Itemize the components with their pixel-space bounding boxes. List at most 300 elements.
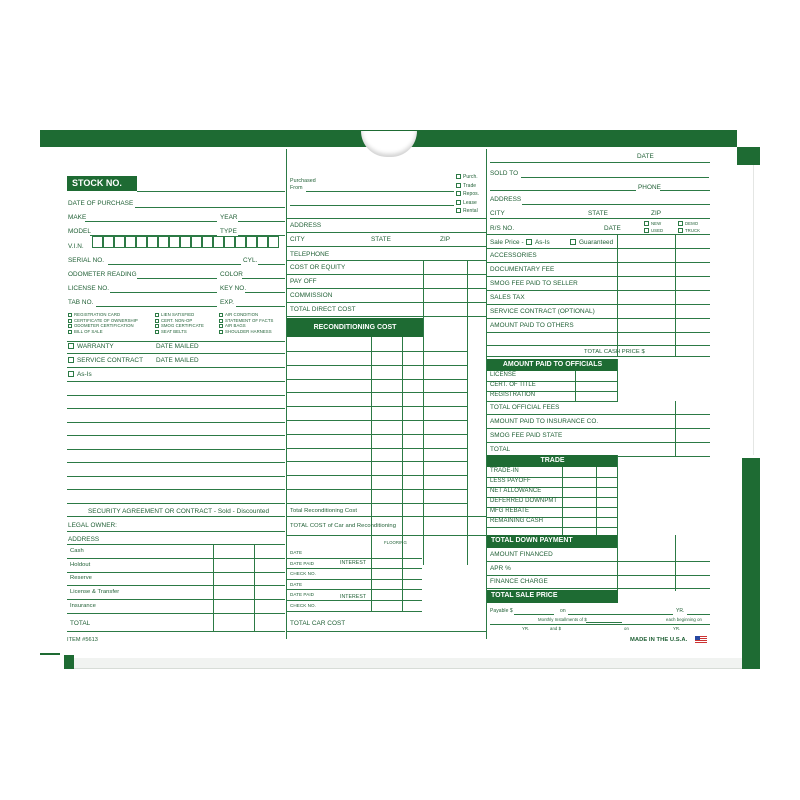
official-row-label: LICENSE xyxy=(490,372,517,378)
finance-row-line[interactable] xyxy=(487,588,710,589)
right-address-label: ADDRESS xyxy=(490,196,522,203)
date-mailed-1-label: DATE MAILED xyxy=(156,343,199,350)
trade-header: TRADE xyxy=(487,455,618,467)
purchase-option-checkbox[interactable] xyxy=(456,191,461,196)
sale-row-line[interactable] xyxy=(487,345,710,346)
serial-no-field[interactable] xyxy=(108,264,241,265)
vin-char-box[interactable] xyxy=(235,236,246,248)
checklist-label: AIR CONDITION xyxy=(225,312,259,317)
recon-line[interactable] xyxy=(287,379,467,380)
sale-row-line[interactable] xyxy=(487,262,710,263)
payment-line[interactable] xyxy=(67,613,285,614)
tab-no-label: TAB NO. xyxy=(68,299,94,306)
fee-row-line[interactable] xyxy=(487,414,710,415)
checklist-item[interactable] xyxy=(68,329,103,334)
security-line xyxy=(67,516,285,517)
checklist-label: CERT. NON-OP xyxy=(161,317,193,323)
as-is-option[interactable] xyxy=(68,371,92,378)
left-address-line[interactable] xyxy=(67,544,285,545)
cost-col-2 xyxy=(467,260,468,318)
sale-as-is-label: As-Is xyxy=(535,239,550,246)
trade-row-label: MFG REBATE xyxy=(490,508,530,514)
purchase-option-checkbox[interactable] xyxy=(456,183,461,188)
sale-as-is-option[interactable] xyxy=(526,239,550,246)
checklist-checkbox[interactable] xyxy=(219,319,223,323)
checklist-divider xyxy=(67,341,285,342)
new-checkbox[interactable] xyxy=(644,221,649,226)
mid-address-line[interactable] xyxy=(287,232,486,233)
guaranteed-option[interactable] xyxy=(570,239,613,246)
type-label: TYPE xyxy=(220,228,237,235)
new-option[interactable] xyxy=(644,221,661,226)
checklist-item[interactable] xyxy=(155,318,192,323)
exp-label: EXP. xyxy=(220,299,234,306)
folder-back-right-top xyxy=(737,147,760,165)
note-line[interactable] xyxy=(67,503,285,504)
checklist-checkbox[interactable] xyxy=(68,313,72,317)
payable-line[interactable] xyxy=(514,614,554,615)
stock-no-line[interactable] xyxy=(137,191,285,192)
trade-row-label: REMAINING CASH xyxy=(490,518,544,524)
checklist-label: AIR BAGS xyxy=(225,323,246,328)
vin-char-box[interactable] xyxy=(268,236,279,248)
total-down-payment-header: TOTAL DOWN PAYMENT xyxy=(487,535,618,548)
folder-back-bottom-edge xyxy=(74,658,760,669)
recon-line[interactable] xyxy=(287,461,467,462)
sale-row-line[interactable] xyxy=(487,332,710,333)
checklist-checkbox[interactable] xyxy=(219,324,223,328)
recon-line[interactable] xyxy=(287,406,467,407)
note-line[interactable] xyxy=(67,381,285,382)
fee-row-line[interactable] xyxy=(487,442,710,443)
vin-char-box[interactable] xyxy=(103,236,114,248)
used-checkbox[interactable] xyxy=(644,228,649,233)
payment-label: Holdout xyxy=(70,561,91,568)
checklist-item[interactable] xyxy=(219,318,273,323)
checklist-item[interactable] xyxy=(155,323,204,328)
checklist-label: CERTIFICATE OF OWNERSHIP xyxy=(74,317,138,323)
usa-flag-icon xyxy=(695,636,707,643)
sale-row-label: SERVICE CONTRACT (OPTIONAL) xyxy=(490,308,595,315)
cost-row-label: TOTAL DIRECT COST xyxy=(290,306,356,313)
phone-line[interactable] xyxy=(490,190,636,191)
recon-col-4 xyxy=(467,318,468,565)
odometer-field[interactable] xyxy=(137,278,217,279)
installments-line[interactable] xyxy=(490,624,710,625)
legal-owner-line[interactable] xyxy=(67,531,285,532)
recon-col-3 xyxy=(423,318,424,565)
model-label: MODEL xyxy=(68,228,91,235)
trade-row-label: LESS PAYOFF xyxy=(490,478,531,484)
checklist-label: SMOG CERTIFICATE xyxy=(161,323,204,328)
official-row-label: REGISTRATION xyxy=(490,392,536,398)
left-address-label: ADDRESS xyxy=(68,536,100,543)
sold-to-label: SOLD TO xyxy=(490,170,519,177)
sale-col-1 xyxy=(617,234,618,356)
demo-option[interactable] xyxy=(678,221,698,226)
interest-1-label: INTEREST xyxy=(340,560,367,566)
color-label: COLOR xyxy=(220,271,243,278)
finance-col-1 xyxy=(617,535,618,591)
cost-row-line[interactable] xyxy=(287,316,486,317)
sale-row-label: DOCUMENTARY FEE xyxy=(490,266,555,273)
on-line[interactable] xyxy=(568,614,673,615)
flooring-label: FLOORING xyxy=(384,540,407,545)
stock-no-header: STOCK NO. xyxy=(67,176,137,191)
mid-zip-label: ZIP xyxy=(440,236,451,243)
key-no-field[interactable] xyxy=(245,292,285,293)
year-label: YEAR xyxy=(220,214,238,221)
right-city-line[interactable] xyxy=(490,218,710,219)
recon-line[interactable] xyxy=(287,365,467,366)
vin-char-box[interactable] xyxy=(125,236,136,248)
recon-line[interactable] xyxy=(287,351,467,352)
purchase-option[interactable] xyxy=(456,208,478,214)
vin-char-box[interactable] xyxy=(147,236,158,248)
sold-to-line[interactable] xyxy=(521,177,709,178)
vin-char-box[interactable] xyxy=(136,236,147,248)
deal-jacket-form xyxy=(40,147,737,653)
payment-line[interactable] xyxy=(67,572,285,573)
phone-label: PHONE xyxy=(638,184,661,191)
total-recon-line xyxy=(287,516,486,517)
checklist-checkbox[interactable] xyxy=(219,313,223,317)
fee-row-label: TOTAL OFFICIAL FEES xyxy=(490,404,560,411)
checklist-checkbox[interactable] xyxy=(155,330,159,334)
checklist-checkbox[interactable] xyxy=(68,324,72,328)
note-line[interactable] xyxy=(67,462,285,463)
monthly-label: Monthly Installments of $ xyxy=(538,617,587,622)
trade-row-label: TRADE-IN xyxy=(490,468,519,474)
finance-row-label: AMOUNT FINANCED xyxy=(490,551,553,558)
date2-label: DATE xyxy=(604,225,621,232)
interest-2-label: INTEREST xyxy=(340,594,367,600)
yr-label: YR. xyxy=(676,608,685,614)
license-no-field[interactable] xyxy=(110,292,217,293)
finance-row-label: FINANCE CHARGE xyxy=(490,578,548,585)
right-date-line[interactable] xyxy=(490,162,710,163)
telephone-line[interactable] xyxy=(287,260,486,261)
divider-left-mid xyxy=(286,149,287,639)
fee-row-label: AMOUNT PAID TO INSURANCE CO. xyxy=(490,418,599,425)
mid-top-divider xyxy=(287,218,486,219)
cyl-field[interactable] xyxy=(258,264,285,265)
each-beginning-label: each beginning on xyxy=(666,617,702,622)
payment-line[interactable] xyxy=(67,599,285,600)
vin-char-box[interactable] xyxy=(114,236,125,248)
tab-no-field[interactable] xyxy=(96,306,217,307)
warranty-checkbox[interactable] xyxy=(68,343,74,349)
trade-row-label: DEFERRED DOWNPMT xyxy=(490,498,558,504)
service-contract-label: SERVICE CONTRACT xyxy=(77,357,144,364)
trade-row-line[interactable] xyxy=(487,527,618,528)
demo-checkbox[interactable] xyxy=(678,221,683,226)
vin-char-box[interactable] xyxy=(191,236,202,248)
vin-char-box[interactable] xyxy=(158,236,169,248)
mid-city-label: CITY xyxy=(290,236,305,243)
cost-row-line[interactable] xyxy=(287,302,486,303)
checklist-checkbox[interactable] xyxy=(155,313,159,317)
vin-label: V.I.N. xyxy=(68,243,84,250)
key-no-label: KEY NO. xyxy=(220,285,247,292)
vin-char-box[interactable] xyxy=(213,236,224,248)
checklist-label: ODOMETER CERTIFICATION xyxy=(74,323,134,328)
new-label: NEW xyxy=(651,221,662,226)
right-address-line[interactable] xyxy=(522,204,710,205)
recon-line[interactable] xyxy=(287,434,467,435)
recon-line[interactable] xyxy=(287,392,467,393)
finance-row-line[interactable] xyxy=(487,575,710,576)
truck-checkbox[interactable] xyxy=(678,228,683,233)
note-line[interactable] xyxy=(67,395,285,396)
official-col-1 xyxy=(575,371,576,401)
right-date-label: DATE xyxy=(637,153,654,160)
recon-line[interactable] xyxy=(287,503,467,504)
rs-line[interactable] xyxy=(487,234,710,235)
total-cash-price-text: TOTAL CASH PRICE xyxy=(584,349,640,355)
on-label: on xyxy=(560,608,566,614)
make-field[interactable] xyxy=(85,221,217,222)
vin-char-box[interactable] xyxy=(257,236,268,248)
as-is-checkbox[interactable] xyxy=(68,371,74,377)
used-label: USED xyxy=(651,228,664,233)
date-of-purchase-label: DATE OF PURCHASE xyxy=(68,200,134,207)
checklist-checkbox[interactable] xyxy=(155,319,159,323)
used-option[interactable] xyxy=(644,228,663,233)
serial-no-label: SERIAL NO. xyxy=(68,257,105,264)
purchase-option-checkbox[interactable] xyxy=(456,174,461,179)
sale-row-label: AMOUNT PAID TO OTHERS xyxy=(490,322,574,329)
official-col-2 xyxy=(617,359,618,401)
guaranteed-label: Guaranteed xyxy=(579,239,614,246)
payment-label: Reserve xyxy=(70,575,92,582)
trade-row-label: NET ALLOWANCE xyxy=(490,488,542,494)
sale-col-2 xyxy=(675,234,676,356)
finance-row-line[interactable] xyxy=(487,561,710,562)
right-zip-label: ZIP xyxy=(651,210,662,217)
mid-city-line[interactable] xyxy=(287,246,486,247)
flooring-col-2 xyxy=(402,548,403,612)
reconditioning-header: RECONDITIONING COST xyxy=(287,318,423,337)
color-field[interactable] xyxy=(242,278,285,279)
warranty-row-line xyxy=(67,353,285,354)
exp-field[interactable] xyxy=(236,306,285,307)
payment-label: Insurance xyxy=(70,602,96,609)
recon-col-1 xyxy=(371,337,372,565)
note-line[interactable] xyxy=(67,422,285,423)
fee-col xyxy=(675,401,676,457)
purchased-label: Purchased xyxy=(290,178,316,184)
checklist-item[interactable] xyxy=(68,312,120,317)
checklist-label: REGISTRATION CARD xyxy=(74,312,121,317)
checklist-item[interactable] xyxy=(219,323,246,328)
checklist-item[interactable] xyxy=(219,312,258,317)
flooring-row-label: DATE PAID xyxy=(290,560,315,566)
sale-row-line[interactable] xyxy=(487,290,710,291)
official-row-label: CERT. OF TITLE xyxy=(490,382,536,388)
recon-line[interactable] xyxy=(287,489,467,490)
purchase-option[interactable] xyxy=(456,191,479,197)
divider-mid-right xyxy=(486,149,487,639)
folder-back-right-paper xyxy=(737,165,754,455)
truck-option[interactable] xyxy=(678,228,700,233)
sale-row-line[interactable] xyxy=(487,304,710,305)
payments-col-1 xyxy=(213,544,214,632)
sale-row-line[interactable] xyxy=(487,276,710,277)
legal-owner-label: LEGAL OWNER: xyxy=(68,522,118,529)
purchase-option-label: Lease xyxy=(463,199,477,206)
payment-label: Cash xyxy=(70,548,84,554)
from-label: From xyxy=(290,185,303,191)
checklist-item[interactable] xyxy=(68,323,134,328)
note-line[interactable] xyxy=(67,476,285,477)
total-cost-car-label: TOTAL COST of Car and Reconditioning xyxy=(290,523,396,529)
cyl-label: CYL. xyxy=(243,257,258,264)
purchase-option[interactable] xyxy=(456,174,478,180)
vin-char-box[interactable] xyxy=(202,236,213,248)
payment-label: License & Transfer xyxy=(70,589,120,596)
sale-row-label: ACCESSORIES xyxy=(490,252,537,259)
note-line[interactable] xyxy=(67,408,285,409)
as-is-label: As-Is xyxy=(77,371,92,378)
cost-row-label: COMMISSION xyxy=(290,292,333,299)
yr3-label: YR. xyxy=(673,626,681,631)
checklist-label: BILL OF SALE xyxy=(74,328,103,334)
note-line[interactable] xyxy=(67,435,285,436)
flooring-row-label: CHECK NO. xyxy=(290,571,316,577)
item-number: ITEM #5613 xyxy=(67,637,98,643)
monthly-line[interactable] xyxy=(586,622,622,623)
purchase-option-label: Trade xyxy=(463,182,477,189)
total-cash-line xyxy=(487,356,710,357)
officials-header: AMOUNT PAID TO OFFICIALS xyxy=(487,359,618,371)
checklist-checkbox[interactable] xyxy=(68,330,72,334)
recon-line[interactable] xyxy=(287,448,467,449)
trade-col-1 xyxy=(562,467,563,537)
right-state-label: STATE xyxy=(588,210,608,217)
vin-char-box[interactable] xyxy=(169,236,180,248)
purchased-from-line[interactable] xyxy=(306,191,454,192)
checklist-checkbox[interactable] xyxy=(68,319,72,323)
cost-row-line[interactable] xyxy=(287,274,486,275)
total-cash-price-dollar: $ xyxy=(641,349,645,355)
sale-row-label: SMOG FEE PAID TO SELLER xyxy=(490,280,578,287)
purchase-option-label: Repos. xyxy=(463,191,480,197)
checklist-label: SHOULDER HARNESS xyxy=(225,328,272,334)
purchase-option-checkbox[interactable] xyxy=(456,200,461,205)
demo-label: DEMO xyxy=(685,221,699,226)
note-line[interactable] xyxy=(67,489,285,490)
payment-line[interactable] xyxy=(67,585,285,586)
total-car-cost-line xyxy=(287,631,486,632)
cost-row-line[interactable] xyxy=(287,288,486,289)
vin-char-box[interactable] xyxy=(180,236,191,248)
year-field[interactable] xyxy=(238,221,285,222)
mid-state-label: STATE xyxy=(371,236,391,243)
rs-no-label: R/S NO. xyxy=(490,225,515,232)
vin-char-box[interactable] xyxy=(92,236,103,248)
purchased-from-line-2[interactable] xyxy=(290,205,454,206)
checklist-item[interactable] xyxy=(219,329,272,334)
cost-row-label: PAY OFF xyxy=(290,278,317,285)
note-line[interactable] xyxy=(67,449,285,450)
finance-row-label: APR % xyxy=(490,564,511,572)
sale-row-line[interactable] xyxy=(487,318,710,319)
warranty-label: WARRANTY xyxy=(77,343,114,350)
trade-col-2 xyxy=(596,467,597,537)
flooring-row-label: DATE PAID xyxy=(290,592,315,598)
license-no-label: LICENSE NO. xyxy=(68,285,110,292)
service-contract-checkbox[interactable] xyxy=(68,357,74,363)
cost-col-1 xyxy=(423,260,424,318)
checklist-item[interactable] xyxy=(155,329,187,334)
fee-row-line[interactable] xyxy=(487,428,710,429)
service-contract-option[interactable] xyxy=(68,357,143,364)
payable-label: Payable $ xyxy=(490,608,513,614)
vin-char-box[interactable] xyxy=(246,236,257,248)
recon-line[interactable] xyxy=(287,475,467,476)
sale-row-label: SALES TAX xyxy=(490,294,525,301)
payments-col-2 xyxy=(254,544,255,632)
yr-line[interactable] xyxy=(687,614,710,615)
service-row-line xyxy=(67,367,285,368)
total-cash-price-label xyxy=(584,349,645,356)
recon-col-2 xyxy=(402,337,403,565)
total-reconditioning-label: Total Reconditioning Cost xyxy=(290,508,357,514)
warranty-option[interactable] xyxy=(68,343,114,350)
make-label: MAKE xyxy=(68,214,87,221)
sale-as-is-checkbox[interactable] xyxy=(526,239,532,245)
purchase-option-checkbox[interactable] xyxy=(456,208,461,213)
checklist-item[interactable] xyxy=(68,318,138,323)
purchase-option-label: Purch. xyxy=(463,174,478,180)
odometer-label: ODOMETER READING xyxy=(68,271,137,278)
trade-col-3 xyxy=(617,455,618,537)
yr2-label: YR. xyxy=(522,626,530,631)
finance-col-2 xyxy=(675,535,676,591)
purchase-option-label: Rental xyxy=(463,208,478,214)
telephone-label: TELEPHONE xyxy=(290,251,330,258)
date-mailed-2-label: DATE MAILED xyxy=(156,357,199,364)
date-of-purchase-field[interactable] xyxy=(135,207,285,208)
made-in-usa-label: MADE IN THE U.S.A. xyxy=(630,637,688,643)
total-car-cost-label: TOTAL CAR COST xyxy=(290,620,346,627)
on2-label: on xyxy=(624,626,629,631)
purchase-option[interactable] xyxy=(456,183,476,189)
fee-row-label: TOTAL xyxy=(490,446,511,453)
checklist-checkbox[interactable] xyxy=(155,324,159,328)
recon-line[interactable] xyxy=(287,420,467,421)
cost-row-label: COST OR EQUITY xyxy=(290,264,346,271)
checklist-label: STATEMENT OF FACTS xyxy=(225,317,274,323)
flooring-col-1 xyxy=(371,548,372,612)
checklist-item[interactable] xyxy=(155,312,194,317)
flooring-row-label: DATE xyxy=(290,581,303,587)
flooring-row-label: DATE xyxy=(290,550,303,555)
and-label: and $ xyxy=(550,626,562,631)
mid-address-label: ADDRESS xyxy=(290,222,322,229)
payment-line[interactable] xyxy=(67,558,285,559)
purchase-option[interactable] xyxy=(456,200,477,206)
checklist-checkbox[interactable] xyxy=(219,330,223,334)
payments-total-label: TOTAL xyxy=(70,620,91,627)
fee-row-label: SMOG FEE PAID STATE xyxy=(490,432,563,439)
official-row-line[interactable] xyxy=(487,401,618,402)
vin-char-box[interactable] xyxy=(224,236,235,248)
total-sale-price-header: TOTAL SALE PRICE xyxy=(487,590,618,603)
phone-line-2[interactable] xyxy=(660,190,710,191)
guaranteed-checkbox[interactable] xyxy=(570,239,576,245)
